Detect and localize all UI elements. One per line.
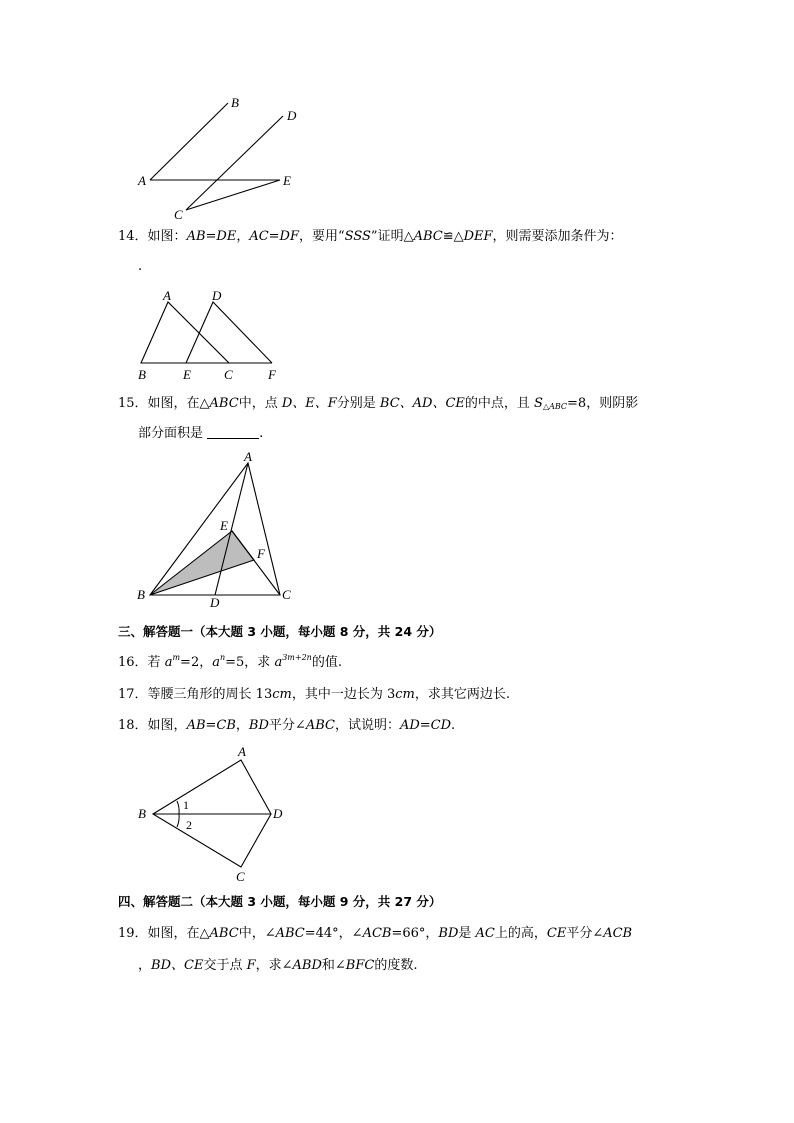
figure-triangle-midpoints bbox=[0, 450, 794, 615]
question-number: 19． bbox=[118, 926, 148, 941]
label-c: C bbox=[282, 587, 291, 602]
label-d: D bbox=[212, 288, 222, 303]
question-17: 17．等腰三角形的周长 13cm，其中一边长为 3cm，求其它两边长. bbox=[118, 687, 510, 702]
question-number: 18． bbox=[118, 718, 148, 733]
segment-ec bbox=[186, 180, 280, 210]
answer-blank[interactable] bbox=[207, 426, 259, 439]
label-a: A bbox=[163, 288, 171, 303]
question-16: 16．若 $a^m=2$，$a^n=5$，求 $a^{3m+2n}$的值. bbox=[118, 653, 342, 670]
label-b: B bbox=[138, 367, 146, 382]
question-14-line1: 14．如图：AB=DE，AC=DF，要用“SSS”证明△ABC≌△DEF，则需要添加条件为： bbox=[118, 229, 623, 244]
label-e: E bbox=[283, 173, 291, 188]
label-b: B bbox=[138, 806, 146, 821]
question-number: 14． bbox=[118, 229, 148, 244]
question-14-answer-line: . bbox=[138, 259, 143, 274]
figure-parallel-lines bbox=[0, 0, 794, 230]
triangle-abc bbox=[141, 302, 229, 363]
triangle-abc bbox=[150, 463, 280, 595]
angle-1-arc bbox=[177, 801, 179, 814]
question-number: 16． bbox=[118, 655, 148, 670]
label-e: E bbox=[220, 518, 228, 533]
label-d: D bbox=[287, 108, 297, 123]
section-4-header: 四、解答题二（本大题 3 小题，每小题 9 分，共 27 分） bbox=[118, 894, 442, 909]
figure-two-triangles bbox=[0, 280, 794, 390]
question-15-line1: 15．如图，在△ABC中，点 D、E、F分别是 BC、AD、CE的中点，且 $S_{\triangle ABC}=8$，则阴影 bbox=[118, 396, 639, 411]
label-a: A bbox=[238, 744, 246, 759]
segment-ab bbox=[150, 103, 228, 180]
label-c: C bbox=[174, 207, 183, 222]
label-angle-2: 2 bbox=[186, 818, 192, 832]
question-15-line2: 部分面积是 . bbox=[138, 426, 264, 441]
question-number: 15． bbox=[118, 396, 148, 411]
section-3-header: 三、解答题一（本大题 3 小题，每小题 8 分，共 24 分） bbox=[118, 624, 442, 639]
shaded-triangle-bef bbox=[150, 531, 254, 595]
question-number: 17． bbox=[118, 687, 148, 702]
label-f: F bbox=[257, 546, 265, 561]
label-d: D bbox=[210, 595, 220, 610]
label-b: B bbox=[137, 587, 145, 602]
label-d: D bbox=[273, 806, 283, 821]
question-19-line2: ，BD、CE交于点 F，求∠ABD和∠BFC的度数. bbox=[138, 958, 418, 973]
label-c: C bbox=[236, 869, 245, 884]
label-c: C bbox=[224, 367, 233, 382]
question-19-line1: 19．如图，在△ABC中，∠ABC=44°，∠ACB=66°，BD是 AC上的高，CE平分∠ACB bbox=[118, 926, 633, 941]
label-e: E bbox=[183, 367, 191, 382]
angle-2-arc bbox=[177, 814, 179, 827]
triangle-def bbox=[186, 302, 272, 363]
question-18: 18．如图，AB=CB，BD平分∠ABC，试说明：AD=CD. bbox=[118, 718, 456, 733]
label-b: B bbox=[231, 95, 239, 110]
label-a: A bbox=[138, 173, 146, 188]
label-a: A bbox=[244, 449, 252, 464]
label-angle-1: 1 bbox=[183, 798, 189, 812]
label-f: F bbox=[268, 367, 276, 382]
figure-kite bbox=[0, 740, 794, 885]
